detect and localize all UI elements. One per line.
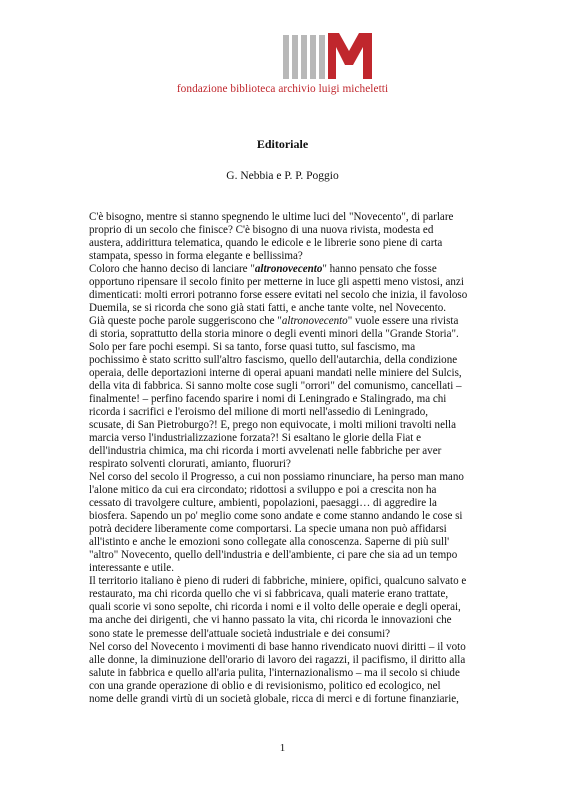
text-line: scusate, di San Pietroburgo?! E, prego non equivocate, i molti milioni travolti nella: [89, 419, 457, 432]
text-line: [89, 315, 479, 328]
text-line: pochissimo è stato scritto sull'altro fascismo, quello dell'autarchia, della condizione: [89, 354, 458, 367]
text-line: [89, 263, 479, 276]
text-line: quali scorie vi sono sepolte, chi ricorda i nomi e il volto delle operaie e degli operai,: [89, 601, 461, 614]
paragraph: [89, 315, 479, 471]
text-line: restaurato, ma chi ricorda quello che vi si fabbricava, quali materie erano trattate,: [89, 588, 449, 601]
paragraph: [89, 641, 479, 706]
text-run: " vuole essere una rivista: [347, 315, 459, 328]
text-line: ricorda i sacrifici e l'eroismo del milione di morti nell'assedio di Leningrado,: [89, 406, 428, 419]
page-title: Editoriale: [256, 137, 309, 151]
text-line: dell'industria chimica, ma chi ricorda i morti avvelenati nelle fabbriche per aver: [89, 445, 442, 458]
paragraph: [89, 263, 479, 315]
text-line: Duemila, se si ricorda che sono già stati fatti, e anche tante volte, nel Novecento.: [89, 302, 447, 315]
article-body: [89, 211, 479, 706]
text-line: biosfera. Sapendo un po' meglio come sono andate e come stanno andando le cose si: [89, 510, 463, 523]
text-line: all'istinto e anche le emozioni sono collegate alla conoscenza. Saperne di più sull': [89, 536, 450, 549]
text-line: l'alone mitico da cui era circondato; ridottosi a sviluppo e poi a crescita non ha: [89, 484, 437, 497]
text-line: di storia, soprattutto della storia minore o degli eventi minori della "Grande Storia".: [89, 328, 459, 341]
text-line: C'è bisogno, mentre si stanno spegnendo le ultime luci del "Novecento", di parlare: [89, 211, 454, 223]
text-line: "altro" Novecento, quello dell'industria e dell'ambiente, ci pare che sia ad un tempo: [89, 549, 458, 562]
text-line: interessante e utile.: [89, 562, 174, 575]
text-line: finalmente! – perfino facendo sparire i nomi di Leningrado e Stalingrado, ma chi: [89, 393, 447, 406]
journal-name: altronovecento: [281, 315, 348, 328]
text-line: ma anche dei dirigenti, che vi hanno passato la vita, chi ricorda le innovazioni che: [89, 614, 452, 627]
text-line: Nel corso del secolo il Progresso, a cui non possiamo rinunciare, ha perso man mano: [89, 471, 464, 484]
text-run: Coloro che hanno deciso di lanciare ": [89, 263, 255, 276]
text-line: marcia verso l'industrializzazione forzata?! Si esaltano le glorie della Fiat e: [89, 432, 422, 445]
text-line: austera, addirittura telematica, quando le edicole e le librerie sono piene di carta: [89, 237, 443, 250]
authors-line: G. Nebbia e P. P. Poggio: [226, 170, 339, 182]
text-line: Solo per fare pochi esempi. Si sa tanto, forse quasi tutto, sul fascismo, ma: [89, 341, 416, 354]
text-line: stampata, spesso in forma elegante e bellissima?: [89, 250, 303, 263]
text-line: potrà decidere liberamente come comportarsi. La specie umana non può affidarsi: [89, 523, 447, 536]
logo-text: fondazione biblioteca archivio luigi micheletti: [176, 83, 389, 95]
text-line: sono state le premesse dell'attuale società industriale e dei consumi?: [89, 627, 391, 640]
paragraph: [89, 575, 479, 640]
text-line: nome delle grandi virtù di un società globale, ricca di merci e di fortune finanziarie,: [89, 692, 459, 705]
text-line: della vita di fabbrica. Si sanno molte cose sugli "orrori" del comunismo, cancellati –: [89, 380, 462, 393]
text-line: opportuno ripensare il secolo finito per metterne in luce gli aspetti meno vistosi, anzi: [89, 276, 464, 289]
text-line: salute in fabbrica e quello all'aria pulita, l'internazionalismo – ma il secolo si chiude: [89, 666, 460, 679]
text-line: Nel corso del Novecento i movimenti di base hanno rivendicato nuovi diritti – il voto: [89, 640, 466, 653]
text-line: dimenticati: molti errori potranno forse essere evitati nel secolo che inizia, il favoloso: [89, 289, 468, 302]
text-run: Già queste poche parole suggeriscono che ": [89, 315, 282, 328]
text-line: con una grande operazione di oblio e di revisionismo, politico ed ecologico, nel: [89, 679, 441, 692]
foundation-logo: [0, 0, 565, 95]
text-line: alle donne, la diminuzione dell'orario di lavoro dei ragazzi, il pacifismo, il diritto alla: [89, 653, 466, 666]
text-line: Il territorio italiano è pieno di ruderi di fabbriche, miniere, opifici, qualcuno salvato e: [89, 575, 467, 588]
text-run: " hanno pensato che fosse: [322, 263, 437, 276]
journal-name: altronovecento: [254, 263, 323, 276]
text-line: operaia, delle deportazioni interne di operai apuani mandati nelle miniere del Sulcis,: [89, 367, 462, 380]
logo-mark-icon: [283, 33, 375, 81]
text-line: cessato di travolgere culture, ambienti, popolazioni, paesaggi… di aggredire la: [89, 497, 437, 510]
paragraph: [89, 471, 479, 575]
text-line: proprio di un secolo che finisce? C'è bisogno di una nuova rivista, modesta ed: [89, 224, 434, 237]
text-line: respirato solventi clorurati, amianto, fluoruri?: [89, 458, 291, 471]
paragraph: [89, 211, 479, 263]
page-number: 1: [279, 742, 286, 754]
